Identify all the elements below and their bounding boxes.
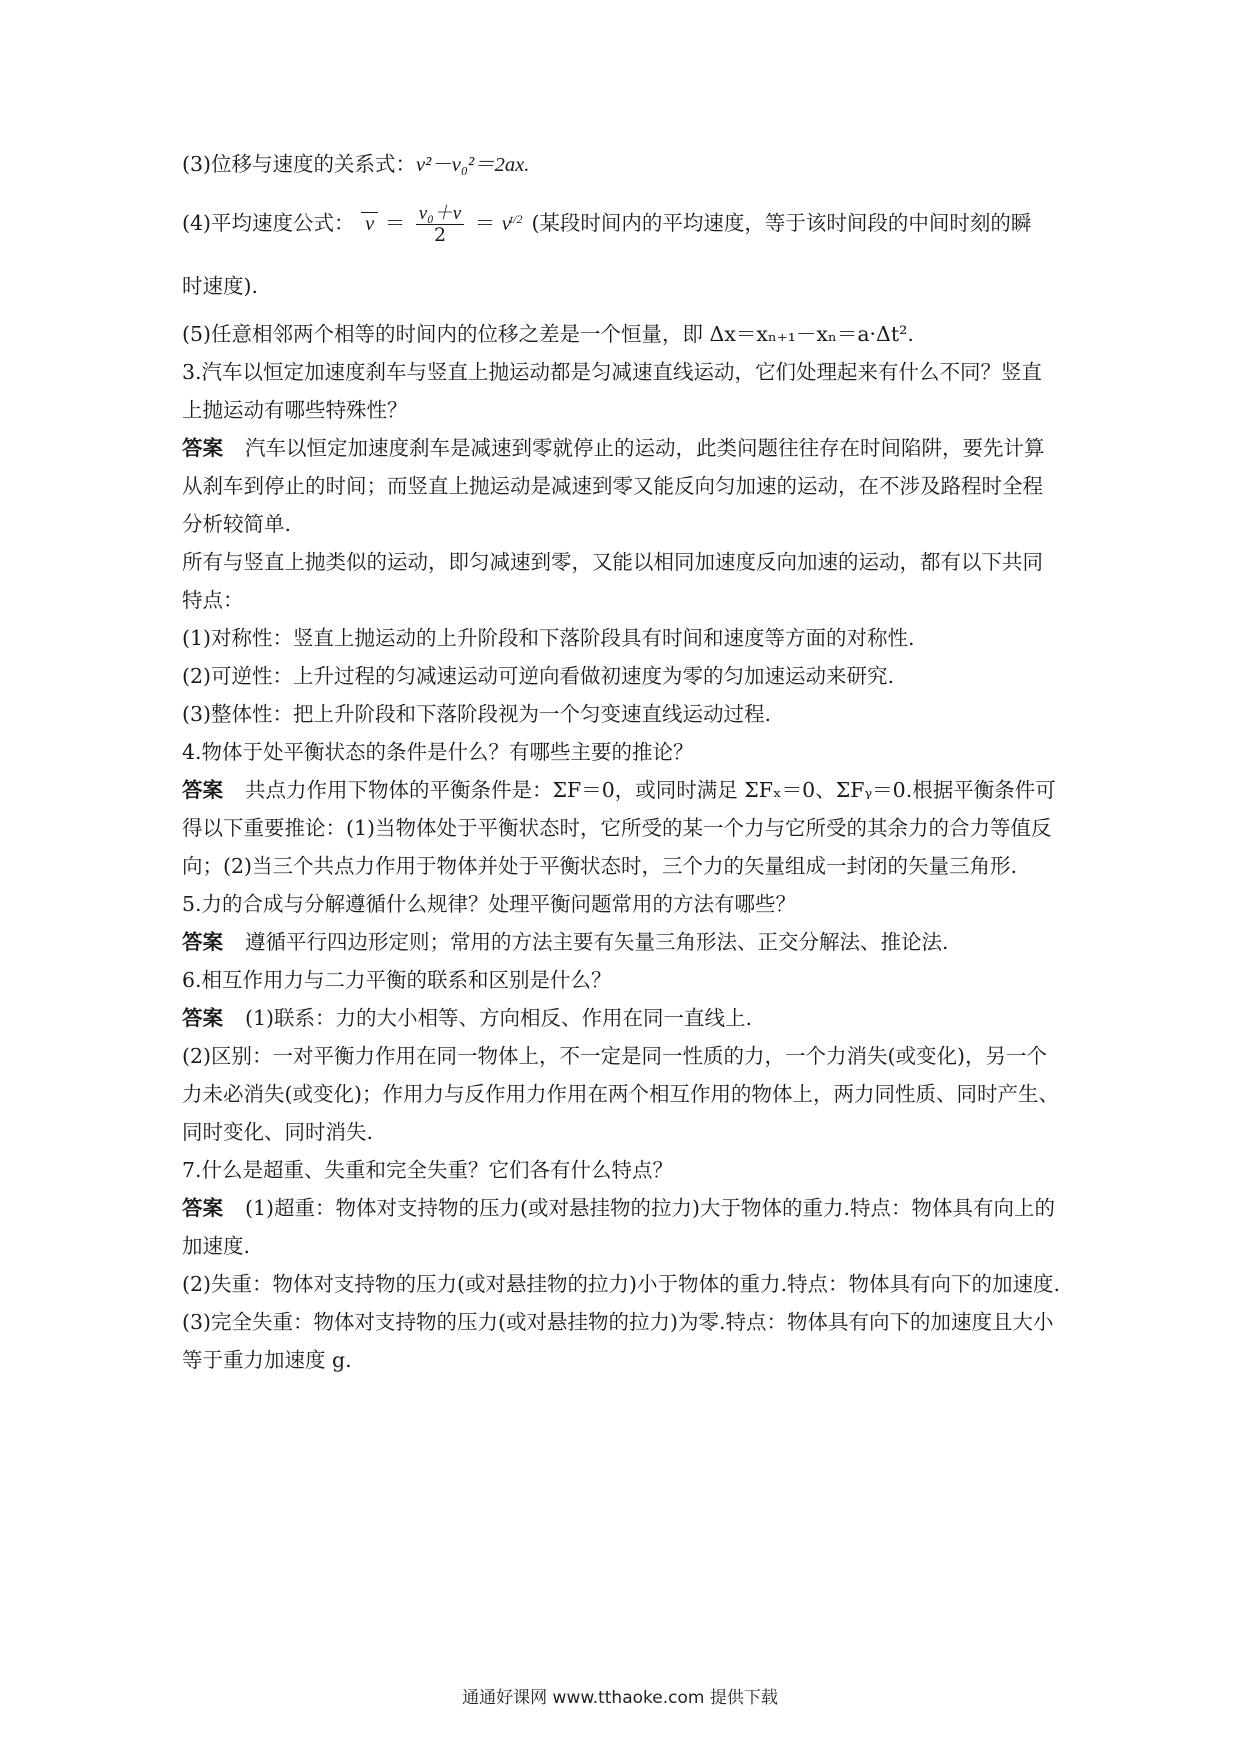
answer-label: 答案 bbox=[182, 436, 223, 460]
answer-label: 答案 bbox=[182, 778, 223, 802]
answer-3-point-2: (2)可逆性：上升过程的匀减速运动可逆向看做初速度为零的匀加速运动来研究. bbox=[182, 664, 895, 688]
answer-3-paragraph: 所有与竖直上抛类似的运动，即匀减速到零，又能以相同加速度反向加速的运动，都有以下共同特点： bbox=[182, 550, 1043, 612]
answer-6 bbox=[182, 999, 1062, 1037]
item-3-formula: v²－v₀²＝2ax. bbox=[416, 154, 530, 176]
fraction-denominator: 2 bbox=[433, 224, 447, 246]
item-3-displacement-velocity bbox=[182, 145, 1062, 183]
v-bar-symbol: v bbox=[361, 212, 378, 235]
answer-3 bbox=[182, 429, 1062, 543]
answer-7-text: (1)超重：物体对支持物的压力(或对悬挂物的拉力)大于物体的重力.特点：物体具有向上的加速度. bbox=[182, 1196, 1056, 1258]
answer-5-text: 遵循平行四边形定则；常用的方法主要有矢量三角形法、正交分解法、推论法. bbox=[245, 930, 949, 954]
item-4-label: (4)平均速度公式： bbox=[182, 211, 355, 235]
item-5-displacement-difference: (5)任意相邻两个相等的时间内的位移之差是一个恒量，即 Δx＝xₙ₊₁－xₙ＝a·Δt². bbox=[182, 322, 914, 346]
answer-3-text: 汽车以恒定加速度刹车是减速到零就停止的运动，此类问题往往存在时间陷阱，要先计算从刹车到停止的时间；而竖直上抛运动是减速到零又能反向匀加速的运动，在不涉及路程时全程分析较简单. bbox=[182, 436, 1045, 536]
answer-7-point-3: (3)完全失重：物体对支持物的压力(或对悬挂物的拉力)为零.特点：物体具有向下的加速度且大小等于重力加速度 g. bbox=[182, 1310, 1054, 1372]
question-3: 3.汽车以恒定加速度刹车与竖直上抛运动都是匀减速直线运动，它们处理起来有什么不同？竖直上抛运动有哪些特殊性？ bbox=[182, 360, 1043, 422]
question-7: 7.什么是超重、失重和完全失重？它们各有什么特点？ bbox=[182, 1158, 674, 1182]
item-4-note-cont: 时速度). bbox=[182, 274, 259, 298]
fraction-numerator: v₀＋v bbox=[416, 204, 464, 225]
mid-time-velocity: v t/2 bbox=[501, 212, 523, 235]
item-3-label: (3)位移与速度的关系式： bbox=[182, 152, 417, 176]
answer-label: 答案 bbox=[182, 1006, 223, 1030]
answer-label: 答案 bbox=[182, 930, 223, 954]
item-4-note: (某段时间内的平均速度，等于该时间段的中间时刻的瞬 bbox=[531, 211, 1032, 235]
document-body bbox=[182, 145, 1062, 1379]
answer-6-text: (1)联系：力的大小相等、方向相反、作用在同一直线上. bbox=[245, 1006, 753, 1030]
answer-3-point-1: (1)对称性：竖直上抛运动的上升阶段和下落阶段具有时间和速度等方面的对称性. bbox=[182, 626, 915, 650]
answer-4-text: 共点力作用下物体的平衡条件是：ΣF＝0，或同时满足 ΣFₓ＝0、ΣFᵧ＝0.根据平衡条件可得以下重要推论：(1)当物体处于平衡状态时，它所受的某一个力与它所受的其余力的合力等值反向；(2)当三个共点力作用于物体并处于平衡状态时，三个力的矢量组成一封闭的矢量三角形. bbox=[182, 778, 1056, 878]
answer-7 bbox=[182, 1189, 1062, 1265]
average-velocity-fraction bbox=[416, 204, 464, 245]
answer-6-paragraph: (2)区别：一对平衡力作用在同一物体上，不一定是同一性质的力，一个力消失(或变化)，另一个力未必消失(或变化)；作用力与反作用力作用在两个相互作用的物体上，两力同性质、同时产生、同时变化、同时消失. bbox=[182, 1044, 1059, 1144]
question-6: 6.相互作用力与二力平衡的联系和区别是什么？ bbox=[182, 968, 612, 992]
answer-label: 答案 bbox=[182, 1196, 223, 1220]
question-5: 5.力的合成与分解遵循什么规律？处理平衡问题常用的方法有哪些？ bbox=[182, 892, 797, 916]
item-4-average-velocity bbox=[182, 193, 1062, 253]
answer-5 bbox=[182, 923, 1062, 961]
answer-7-point-2: (2)失重：物体对支持物的压力(或对悬挂物的拉力)小于物体的重力.特点：物体具有向下的加速度. bbox=[182, 1272, 1061, 1296]
question-4: 4.物体于处平衡状态的条件是什么？有哪些主要的推论？ bbox=[182, 740, 694, 764]
mid-time-subscript: t/2 bbox=[509, 212, 523, 226]
answer-3-point-3: (3)整体性：把上升阶段和下落阶段视为一个匀变速直线运动过程. bbox=[182, 702, 772, 726]
answer-4 bbox=[182, 771, 1062, 885]
equals-sign: ＝ bbox=[384, 211, 406, 235]
page-footer: 通通好课网 www.tthaoke.com 提供下载 bbox=[462, 1688, 778, 1708]
equals-sign-2: ＝ bbox=[474, 211, 496, 235]
